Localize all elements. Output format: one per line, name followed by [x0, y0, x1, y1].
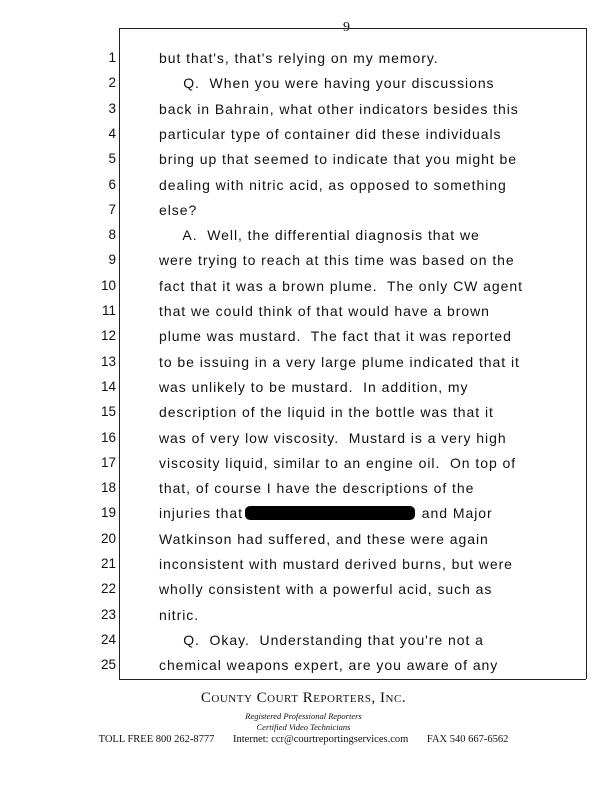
line-number: 20	[100, 530, 116, 546]
line-text: viscosity liquid, similar to an engine oil. On top of	[159, 454, 517, 471]
line-number: 19	[100, 505, 116, 521]
line-text: dealing with nitric acid, as opposed to something	[159, 176, 507, 193]
transcript-line	[0, 500, 607, 526]
footer-subtitle-video: Certified Video Technicians	[256, 722, 351, 732]
footer-fax: FAX 540 667-6562	[426, 734, 509, 745]
line-text: plume was mustard. The fact that it was reported	[159, 328, 512, 345]
transcript-line	[0, 576, 607, 602]
footer-company-name: County Court Reporters, Inc.	[200, 690, 407, 706]
transcript-line	[0, 349, 607, 375]
line-number: 7	[108, 201, 116, 217]
line-text-after-redaction: and Major	[416, 505, 493, 522]
transcript-line	[0, 652, 607, 678]
line-text: wholly consistent with a powerful acid, such as	[159, 581, 493, 598]
footer-subtitle-reporters: Registered Professional Reporters	[245, 711, 362, 721]
line-text: Q. When you were having your discussions	[159, 75, 495, 92]
line-number: 13	[100, 353, 116, 369]
line-text: description of the liquid in the bottle was that it	[159, 404, 494, 421]
line-number: 11	[101, 303, 116, 318]
line-number: 8	[108, 227, 116, 243]
line-text: was of very low viscosity. Mustard is a very high	[159, 429, 507, 446]
line-number: 3	[108, 100, 116, 116]
line-number: 25	[100, 657, 116, 673]
footer-toll-free: TOLL FREE 800 262-8777	[98, 734, 215, 745]
line-text: bring up that seemed to indicate that you might be	[159, 151, 518, 168]
page-number: 9	[343, 20, 350, 35]
transcript-line	[0, 247, 607, 273]
transcript-line	[0, 172, 607, 198]
line-number: 10	[100, 277, 116, 293]
footer-contact-line	[0, 734, 607, 745]
line-number: 18	[100, 480, 116, 496]
line-text: that, of course I have the descriptions of the	[159, 480, 475, 497]
line-text-redacted	[159, 500, 493, 526]
line-number: 14	[100, 378, 116, 394]
transcript-line	[0, 551, 607, 577]
transcript-line	[0, 374, 607, 400]
transcript-line	[0, 323, 607, 349]
transcript-line	[0, 627, 607, 653]
line-text: back in Bahrain, what other indicators besides this	[159, 100, 519, 117]
transcript-line	[0, 399, 607, 425]
transcript-line	[0, 70, 607, 96]
transcript-line	[0, 298, 607, 324]
line-number: 6	[108, 176, 116, 192]
transcript-line	[0, 222, 607, 248]
line-text: but that's, that's relying on my memory.	[159, 50, 439, 66]
transcript-line	[0, 602, 607, 628]
line-number: 16	[100, 429, 116, 445]
line-number: 4	[108, 125, 116, 141]
line-text: A. Well, the differential diagnosis that we	[159, 227, 480, 244]
line-text: Watkinson had suffered, and these were again	[159, 530, 489, 547]
transcript-line	[0, 475, 607, 501]
transcript-line	[0, 121, 607, 147]
line-text: was unlikely to be mustard. In addition, my	[159, 378, 469, 395]
transcript-frame-top	[120, 28, 586, 29]
line-text: Q. Okay. Understanding that you're not a	[159, 631, 484, 648]
line-number: 22	[100, 581, 116, 597]
redaction-bar	[245, 506, 415, 520]
line-number: 23	[100, 606, 116, 622]
line-text: nitric.	[159, 606, 200, 623]
footer-internet: Internet: ccr@courtreportingservices.com	[233, 734, 409, 745]
line-text: inconsistent with mustard derived burns, but were	[159, 556, 513, 572]
transcript-line	[0, 273, 607, 299]
transcript-line	[0, 96, 607, 122]
line-number: 5	[108, 151, 116, 167]
line-text: else?	[159, 201, 198, 218]
line-text: that we could think of that would have a brown	[159, 303, 490, 319]
transcript-frame-bottom	[119, 679, 586, 680]
transcript-line	[0, 526, 607, 552]
transcript-line	[0, 425, 607, 451]
line-number: 24	[100, 631, 116, 647]
line-number: 15	[100, 404, 116, 420]
line-text: to be issuing in a very large plume indicated that it	[159, 353, 520, 370]
line-number: 1	[108, 50, 116, 65]
line-number: 12	[100, 328, 116, 344]
line-text: were trying to reach at this time was based on the	[159, 252, 515, 269]
line-text: particular type of container did these individuals	[159, 125, 502, 142]
transcript-line	[0, 450, 607, 476]
line-text-before-redaction: injuries that	[159, 505, 243, 522]
line-number: 9	[108, 252, 116, 268]
transcript-line	[0, 45, 607, 71]
transcript-line	[0, 197, 607, 223]
line-number: 17	[100, 454, 116, 470]
transcript-line	[0, 146, 607, 172]
line-text: fact that it was a brown plume. The only CW agent	[159, 277, 523, 294]
line-text: chemical weapons expert, are you aware of any	[159, 657, 499, 674]
line-number: 21	[100, 556, 116, 571]
line-number: 2	[108, 75, 116, 91]
